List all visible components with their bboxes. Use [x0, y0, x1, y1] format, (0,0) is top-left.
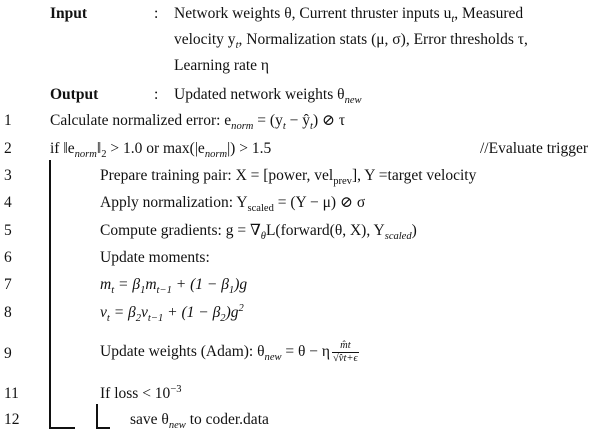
algo-line-9: Update weights (Adam): $\theta_{new} = \theta - \eta$ $\frac{m̂t}{√v̂t+\epsilon}$ [100, 340, 358, 365]
line-number-9: 9 [4, 345, 12, 362]
if-block-bottom-rule [49, 427, 75, 429]
algo-line-6: Update moments: [100, 249, 210, 266]
algo-line-11: If loss < $10^{-3}$ [100, 383, 182, 402]
algo-line-8: $v_t = \beta_2v_{t-1} + (1 - \beta_2)g^2$ [100, 302, 244, 325]
line-number-7: 7 [4, 276, 12, 293]
line-number-3: 3 [4, 167, 12, 184]
input-line-3: Learning rate η [174, 57, 270, 74]
input-label: Input [50, 5, 88, 22]
line-number-1: 1 [4, 112, 12, 129]
inner-if-vertical-rule [96, 404, 98, 429]
trigger-comment: //Evaluate trigger [480, 140, 589, 157]
algo-line-12: save $\theta_{new}$ to coder.data [130, 411, 269, 432]
input-line-2: velocity $y_t$, Normalization stats (μ, σ), Error thresholds τ, [174, 31, 528, 52]
output-label: Output [50, 86, 99, 103]
algo-line-2: if $‖e_{norm}‖_2 > 1.0$ or $\max(|e_{norm}|) > 1.5$ [50, 140, 272, 161]
line-number-6: 6 [4, 249, 12, 266]
line-number-8: 8 [4, 304, 12, 321]
algo-line-3: Prepare training pair: X = [power, vel$_{prev}$], Y =target velocity [100, 167, 477, 188]
line-number-5: 5 [4, 222, 12, 239]
input-line-1: Network weights θ, Current thruster inputs $u_t$, Measured [174, 5, 524, 26]
if-block-vertical-rule [49, 160, 51, 429]
adam-fraction: $\frac{m̂t}{√v̂t+\epsilon}$ [333, 340, 358, 365]
line-number-2: 2 [4, 140, 12, 157]
algo-line-1: Calculate normalized error: $e_{norm} = (y_t$ − $ŷ_t$) ⊘ τ [50, 112, 346, 133]
line-number-4: 4 [4, 194, 12, 211]
output-colon: : [154, 86, 159, 103]
algo-line-5: Compute gradients: $g = \nabla_\theta L(forward(\theta$, X), $Y_{scaled}$) [100, 222, 417, 243]
output-text: Updated network weights $\theta_{new}$ [174, 86, 362, 107]
line-number-12: 12 [4, 411, 20, 428]
algo-line-7: $m_t = \beta_1m_{t-1} + (1 - \beta_1)g$ [100, 276, 248, 297]
algo-line-4: Apply normalization: $Y_{scaled} = (Y - \mu)$ ⊘ σ [100, 194, 366, 215]
inner-if-bottom-rule [96, 427, 110, 429]
input-colon: : [154, 5, 159, 22]
line-number-11: 11 [4, 385, 19, 402]
